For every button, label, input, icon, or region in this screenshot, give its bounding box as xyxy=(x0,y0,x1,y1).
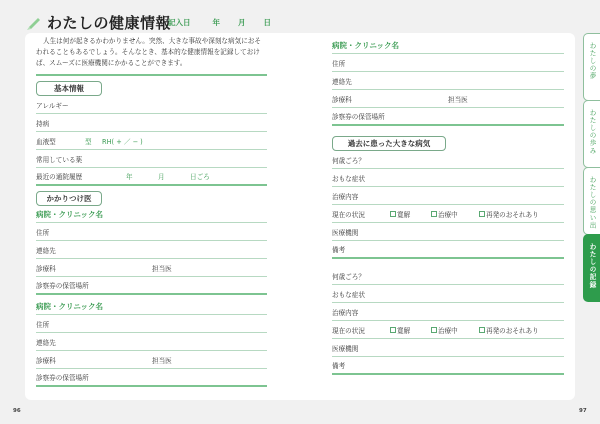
field-institution[interactable]: 医療機関 xyxy=(332,223,564,241)
checkbox-remission[interactable]: 寛解 xyxy=(390,325,410,335)
field-contact[interactable]: 連絡先 xyxy=(332,72,564,90)
field-department[interactable]: 診療科 担当医 xyxy=(36,351,267,369)
header xyxy=(26,10,171,34)
field-address[interactable]: 住所 xyxy=(36,223,267,241)
field-treatment[interactable]: 治療内容 xyxy=(332,187,564,205)
form-panel xyxy=(25,33,575,400)
field-institution[interactable]: 医療機関 xyxy=(332,339,564,357)
section-tag-basic-info: 基本情報 xyxy=(36,81,102,96)
intro-text: 人生は何が起きるかわかりません。突然、大きな事故や深刻な病気におそわれることもあるでしょう。そんなとき、基本的な健康情報を記録しておけば、スムーズに医療機関にかかることができます。 xyxy=(36,37,261,67)
blood-type-suffix: 型 xyxy=(85,137,92,146)
field-card-storage[interactable]: 診察券の保管場所 xyxy=(36,277,267,295)
field-hospital-name[interactable]: 病院・クリニック名 xyxy=(36,206,267,223)
entry-date-year[interactable]: 年 xyxy=(212,18,220,27)
field-age[interactable]: 何歳ごろ？ xyxy=(332,151,564,169)
section-tag-past-illness: 過去に患った大きな病気 xyxy=(332,136,446,151)
section-tag-family-doctor: かかりつけ医 xyxy=(36,191,102,206)
checkbox-in-treatment[interactable]: 治療中 xyxy=(431,209,458,219)
field-chronic[interactable]: 持病 xyxy=(36,114,267,132)
field-notes[interactable]: 備考 xyxy=(332,241,564,259)
tab-my-records[interactable]: わたしの記録 xyxy=(583,234,600,302)
page-number-right: 97 xyxy=(579,408,587,414)
field-hospital-name[interactable]: 病院・クリニック名 xyxy=(332,37,564,54)
checkbox-recurrence-risk[interactable]: 再発のおそれあり xyxy=(479,325,539,335)
entry-date-day[interactable]: 日 xyxy=(263,18,271,27)
field-status: 現在の状況 寛解 治療中 再発のおそれあり xyxy=(332,205,564,223)
field-blood-type[interactable]: 血液型 型 RH( + ／ − ) xyxy=(36,132,267,150)
field-department[interactable]: 診療科 担当医 xyxy=(36,259,267,277)
field-symptoms[interactable]: おもな症状 xyxy=(332,285,564,303)
blood-rh[interactable]: RH( + ／ − ) xyxy=(102,137,143,146)
tab-my-memories[interactable]: わたしの思い出 xyxy=(583,167,600,235)
field-department[interactable]: 診療科 担当医 xyxy=(332,90,564,108)
field-contact[interactable]: 連絡先 xyxy=(36,333,267,351)
field-hospital-name[interactable]: 病院・クリニック名 xyxy=(36,298,267,315)
tab-my-dream[interactable]: わたしの夢 xyxy=(583,33,600,101)
field-card-storage[interactable]: 診察券の保管場所 xyxy=(36,369,267,387)
field-card-storage[interactable]: 診察券の保管場所 xyxy=(332,108,564,126)
pencil-icon xyxy=(26,14,42,30)
field-age[interactable]: 何歳ごろ？ xyxy=(332,267,564,285)
entry-date-label: 記入日 xyxy=(168,18,191,27)
field-status: 現在の状況 寛解 治療中 再発のおそれあり xyxy=(332,321,564,339)
field-notes[interactable]: 備考 xyxy=(332,357,564,375)
field-recent-visit[interactable]: 最近の通院履歴 年 月 日ごろ xyxy=(36,168,267,186)
left-column xyxy=(36,33,267,387)
field-treatment[interactable]: 治療内容 xyxy=(332,303,564,321)
divider xyxy=(36,74,267,76)
field-address[interactable]: 住所 xyxy=(36,315,267,333)
chapter-tabs xyxy=(583,33,600,301)
field-medication[interactable]: 常用している薬 xyxy=(36,150,267,168)
page-title: わたしの健康情報 xyxy=(47,13,172,32)
field-allergy[interactable]: アレルギー xyxy=(36,96,267,114)
tab-my-history[interactable]: わたしの歩み xyxy=(583,100,600,168)
entry-date xyxy=(168,17,289,28)
field-symptoms[interactable]: おもな症状 xyxy=(332,169,564,187)
checkbox-recurrence-risk[interactable]: 再発のおそれあり xyxy=(479,209,539,219)
field-contact[interactable]: 連絡先 xyxy=(36,241,267,259)
entry-date-month[interactable]: 月 xyxy=(238,18,246,27)
right-column xyxy=(332,33,564,375)
page-number-left: 96 xyxy=(13,408,21,414)
field-address[interactable]: 住所 xyxy=(332,54,564,72)
checkbox-remission[interactable]: 寛解 xyxy=(390,209,410,219)
checkbox-in-treatment[interactable]: 治療中 xyxy=(431,325,458,335)
